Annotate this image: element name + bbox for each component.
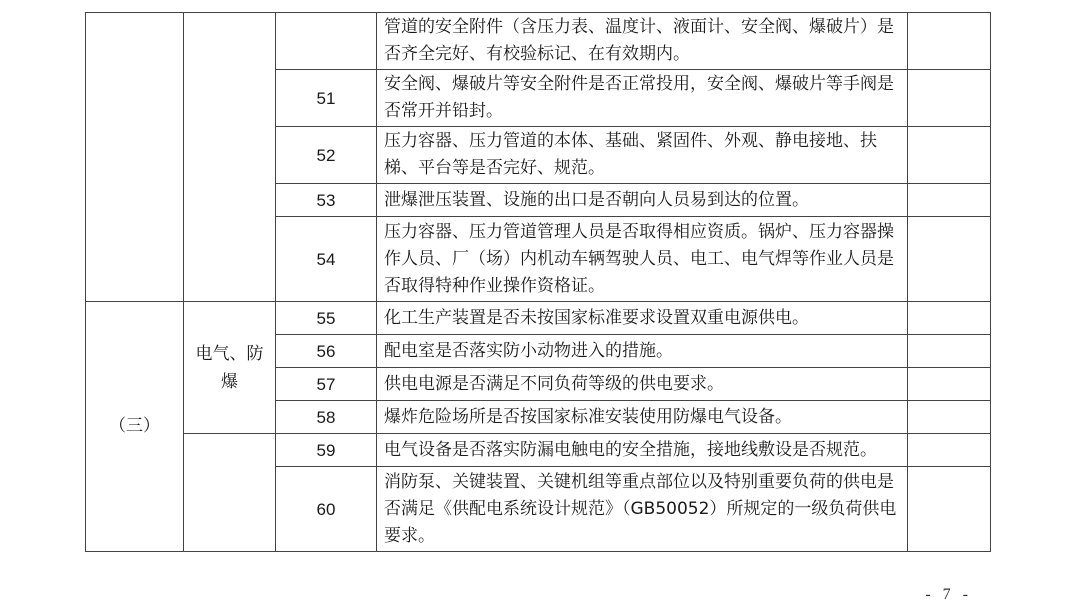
- table-row: [86, 434, 991, 467]
- item-text: 压力容器、压力管道的本体、基础、紧固件、外观、静电接地、扶梯、平台等是否完好、规范。: [377, 127, 908, 184]
- table-row: [86, 302, 991, 335]
- note-cell: [908, 217, 991, 302]
- item-number: 59: [276, 434, 377, 467]
- item-number: 55: [276, 302, 377, 335]
- note-cell: [908, 401, 991, 434]
- note-cell: [908, 127, 991, 184]
- item-number: 58: [276, 401, 377, 434]
- item-text: 化工生产装置是否未按国家标准要求设置双重电源供电。: [377, 302, 908, 335]
- sub-category-label: [184, 302, 276, 434]
- note-cell: [908, 368, 991, 401]
- section-label: （三）: [86, 302, 184, 552]
- item-text: 管道的安全附件（含压力表、温度计、液面计、安全阀、爆破片）是否齐全完好、有校验标记、在有效期内。: [377, 13, 908, 70]
- item-number: 60: [276, 467, 377, 552]
- sub-category-cell: [184, 434, 276, 552]
- item-text: 泄爆泄压装置、设施的出口是否朝向人员易到达的位置。: [377, 184, 908, 217]
- item-number: 52: [276, 127, 377, 184]
- item-number: 53: [276, 184, 377, 217]
- item-text: 消防泵、关键装置、关键机组等重点部位以及特别重要负荷的供电是否满足《供配电系统设计规范》（GB50052）所规定的一级负荷供电要求。: [377, 467, 908, 552]
- sub-category-cell: [184, 13, 276, 302]
- table-row: [86, 13, 991, 70]
- item-number: [276, 13, 377, 70]
- item-number: 54: [276, 217, 377, 302]
- note-cell: [908, 467, 991, 552]
- note-cell: [908, 13, 991, 70]
- note-cell: [908, 335, 991, 368]
- item-text: 爆炸危险场所是否按国家标准安装使用防爆电气设备。: [377, 401, 908, 434]
- item-number: 51: [276, 70, 377, 127]
- inspection-checklist-table: [85, 12, 991, 552]
- note-cell: [908, 70, 991, 127]
- item-text: 供电电源是否满足不同负荷等级的供电要求。: [377, 368, 908, 401]
- item-text: 配电室是否落实防小动物进入的措施。: [377, 335, 908, 368]
- page-number: - 7 -: [925, 586, 972, 603]
- sub-category-text: 电气、防爆: [195, 343, 264, 392]
- item-text: 安全阀、爆破片等安全附件是否正常投用，安全阀、爆破片等手阀是否常开并铅封。: [377, 70, 908, 127]
- note-cell: [908, 184, 991, 217]
- item-text: 电气设备是否落实防漏电触电的安全措施，接地线敷设是否规范。: [377, 434, 908, 467]
- note-cell: [908, 434, 991, 467]
- item-number: 56: [276, 335, 377, 368]
- category-cell: [86, 13, 184, 302]
- item-text: 压力容器、压力管道管理人员是否取得相应资质。锅炉、压力容器操作人员、厂（场）内机动车辆驾驶人员、电工、电气焊等作业人员是否取得特种作业操作资格证。: [377, 217, 908, 302]
- item-number: 57: [276, 368, 377, 401]
- note-cell: [908, 302, 991, 335]
